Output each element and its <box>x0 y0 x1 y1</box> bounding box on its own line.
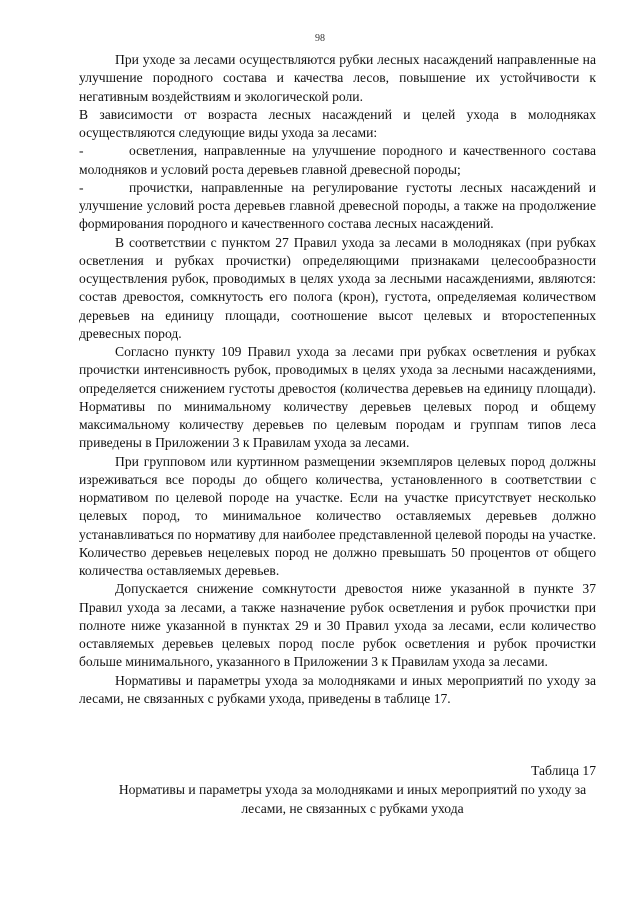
paragraph-group-placement: При групповом или куртинном размещении экземпляров целевых пород должны изреживаться все породы до общего количества, установленного в соответствии с нормативом по целевой породе на участке. Если на участке присутствует несколько целевых пород, то минимальное количество оставляемых деревьев должно устанавливаться по нормативу для наиболее представленной целевой породы на участке. Количество деревьев нецелевых пород не должно превышать 50 процентов от общего количества оставляемых деревьев. <box>79 453 596 578</box>
list-dash: - <box>79 143 84 159</box>
paragraph-density-reduction: Допускается снижение сомкнутости древостоя ниже указанной в пункте 37 Правил ухода за лесами, а также назначение рубок осветления и рубок прочистки при полноте ниже указанной в пунктах 29 и 30 Правил ухода за лесами, если количество оставляемых деревьев целевых пород после рубок осветления и рубок прочистки больше минимального, указанного в Приложении 3 к Правилам ухода за лесами. <box>79 581 596 670</box>
list-item-text: осветления, направленные на улучшение породного и качественного состава молодняков и условий роста деревьев главной древесной породы; <box>79 143 596 177</box>
page-number: 98 <box>315 33 325 44</box>
paragraph-intro: При уходе за лесами осуществляются рубки лесных насаждений направленные на улучшение породного состава и качества лесов, повышение их устойчивости к негативным воздействиям и экологической роли. <box>79 52 596 104</box>
paragraph-table-reference: Нормативы и параметры ухода за молодняками и иных мероприятий по уходу за лесами, не связанных с рубками ухода, приведены в таблице 17. <box>79 672 596 706</box>
paragraph-care-types: В зависимости от возраста лесных насаждений и целей ухода в молодняках осуществляются следующие виды ухода за лесами: <box>79 106 596 140</box>
document-body <box>79 51 596 708</box>
list-item-prochistki <box>79 179 596 234</box>
table-title: Нормативы и параметры ухода за молодняками и иных мероприятий по уходу за лесами, не связанных с рубками ухода <box>118 782 587 816</box>
list-item-osvetlenie <box>79 142 596 179</box>
table-caption: Таблица 17 <box>531 763 596 778</box>
list-dash: - <box>79 179 84 195</box>
paragraph-point-27: В соответствии с пунктом 27 Правил ухода за лесами в молодняках (при рубках осветления и рубках прочистки) определяющими признаками целесообразности осуществления рубок, проводимых в целях ухода за лесными насаждениями, являются: состав древостоя, сомкнутость его полога (крон), густота, определяемая количеством деревьев на единицу площади, соотношение высот целевых и второстепенных древесных пород. <box>79 234 596 341</box>
paragraph-point-109: Согласно пункту 109 Правил ухода за лесами при рубках осветления и рубках прочистки интенсивность рубок, проводимых в целях ухода за лесными насаждениями, определяется снижением густоты древостоя (количества деревьев на единицу площади). Нормативы по минимальному количеству деревьев целевых пород и общему максимальному количеству деревьев по целевым породам и группам типов леса приведены в Приложении 3 к Правилам ухода за лесами. <box>79 344 596 451</box>
list-item-text: прочистки, направленные на регулирование густоты лесных насаждений и улучшение условий роста деревьев главной древесной породы, а также на продолжение формирования породного и качественного состава лесных насаждений. <box>79 179 596 232</box>
